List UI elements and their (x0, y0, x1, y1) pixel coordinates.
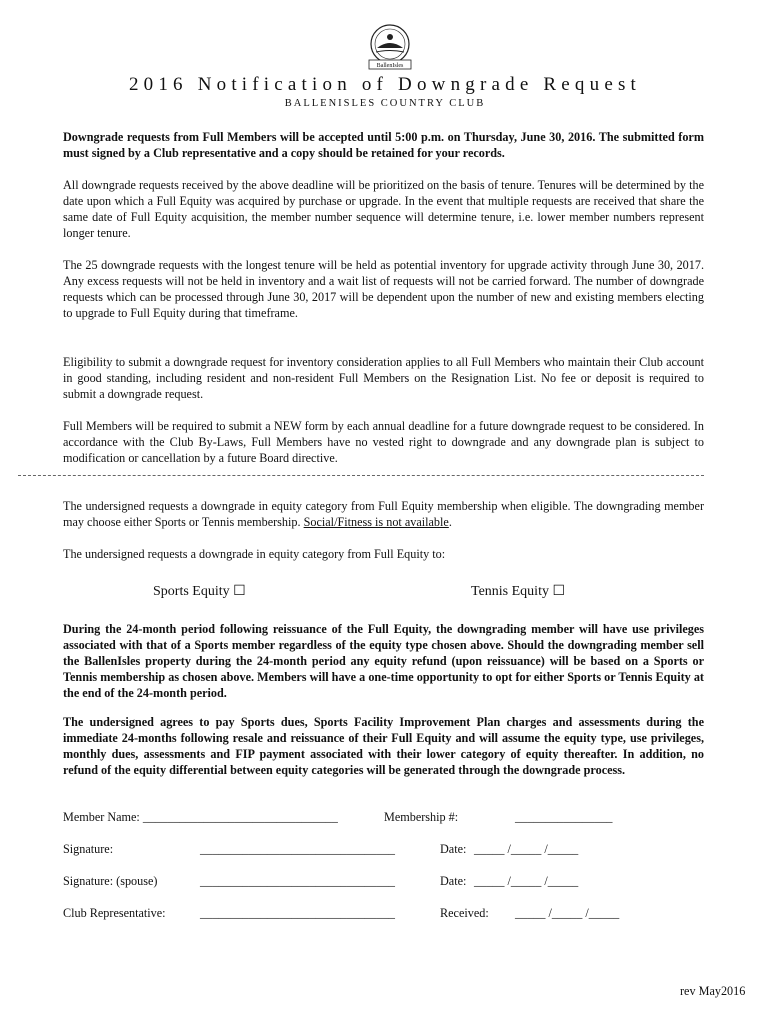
logo-text: BallenIsles (376, 63, 404, 69)
eligibility-paragraph: Eligibility to submit a downgrade request for inventory consideration applies to all Full Members who maintain their Club account in good standing, including resident and non-resident Full Members on the Resignation List. No fee or deposit is required to submit a downgrade request. (63, 355, 704, 401)
member-name-field[interactable]: Member Name: ________________________________ (63, 810, 338, 824)
dues-paragraph: The undersigned agrees to pay Sports dues, Sports Facility Improvement Plan charges and assessments during the immediate 24-months following resale and reissuance of their Full Equity and will assume the equity type, use privileges, monthly dues, assessments and FIP payment associated with their lower category of equity thereafter. In addition, no refund of the equity differential between equity categories will be generated through the downgrade process. (63, 715, 704, 777)
spouse-signature-label: Signature: (spouse) (63, 874, 158, 888)
request-paragraph-2: The undersigned requests a downgrade in equity category from Full Equity to: (63, 547, 446, 561)
membership-number-field[interactable]: ________________ (515, 810, 613, 824)
intro-notice: Downgrade requests from Full Members will be accepted until 5:00 p.m. on Thursday, June 30, 2016. The submitted form must signed by a Club representative and a copy should be retained for your records. (63, 130, 704, 160)
annual-form-paragraph: Full Members will be required to submit a NEW form by each annual deadline for a future downgrade request to be considered. In accordance with the Club By-Laws, Full Members have no vested right to downgrade and any downgrade plan is subject to modification or cancellation by a future Board directive. (63, 419, 704, 465)
date-field[interactable]: _____ /_____ /_____ (474, 842, 579, 856)
separator-line (18, 475, 704, 476)
received-label: Received: (440, 906, 489, 920)
membership-number-label: Membership #: (384, 810, 459, 824)
date2-label: Date: (440, 874, 467, 888)
club-logo (360, 22, 420, 74)
tenure-paragraph: All downgrade requests received by the above deadline will be prioritized on the basis of tenure. Tenures will be determined by the date upon which a Full Equity was acquired by purchase or upgrade. In the event that multiple requests are received that share the same date of Full Equity acquisition, the member number sequence will determine tenure, i.e. lower member numbers represent longer tenure. (63, 178, 704, 240)
spouse-signature-field[interactable]: ________________________________ (200, 874, 395, 888)
revision-note: rev May2016 (680, 984, 746, 998)
date-label: Date: (440, 842, 467, 856)
received-field[interactable]: _____ /_____ /_____ (515, 906, 620, 920)
club-name: BALLENISLES COUNTRY CLUB (284, 98, 486, 109)
page-title: 2016 Notification of Downgrade Request (128, 74, 642, 95)
signature-label: Signature: (63, 842, 114, 856)
inventory-paragraph: The 25 downgrade requests with the longest tenure will be held as potential inventory for upgrade activity through June 30, 2017. Any excess requests will not be held in inventory and a wait list of requests will not be carried forward. The number of downgrade requests which can be processed through June 30, 2017 will be dependent upon the number of new and existing members electing to upgrade to Full Equity during that timeframe. (63, 258, 704, 320)
signature-field[interactable]: ________________________________ (200, 842, 395, 856)
sports-equity-option[interactable]: Sports Equity ☐ (153, 584, 246, 599)
privileges-paragraph: During the 24-month period following reissuance of the Full Equity, the downgrading member will have use privileges associated with that of a Sports member regardless of the equity type chosen above. Should the downgrading member sell the BallenIsles property during the 24-month period any equity refund (upon reissuance) will be based on a Sports or Tennis membership as chosen above. Members will have a one-time opportunity to opt for either Sports or Tennis Equity at the end of the 24-month period. (63, 622, 704, 700)
request-period: . (448, 515, 452, 529)
request-text: The undersigned requests a downgrade in equity category from Full Equity membership when eligible. The downgrading member may choose either Sports or Tennis membership. (63, 499, 704, 529)
club-rep-label: Club Representative: (63, 906, 166, 920)
date2-field[interactable]: _____ /_____ /_____ (474, 874, 579, 888)
request-paragraph (63, 498, 704, 530)
social-fitness-note: Social/Fitness is not available (303, 515, 449, 529)
tennis-equity-option[interactable]: Tennis Equity ☐ (471, 584, 566, 599)
club-rep-field[interactable]: ________________________________ (200, 906, 395, 920)
